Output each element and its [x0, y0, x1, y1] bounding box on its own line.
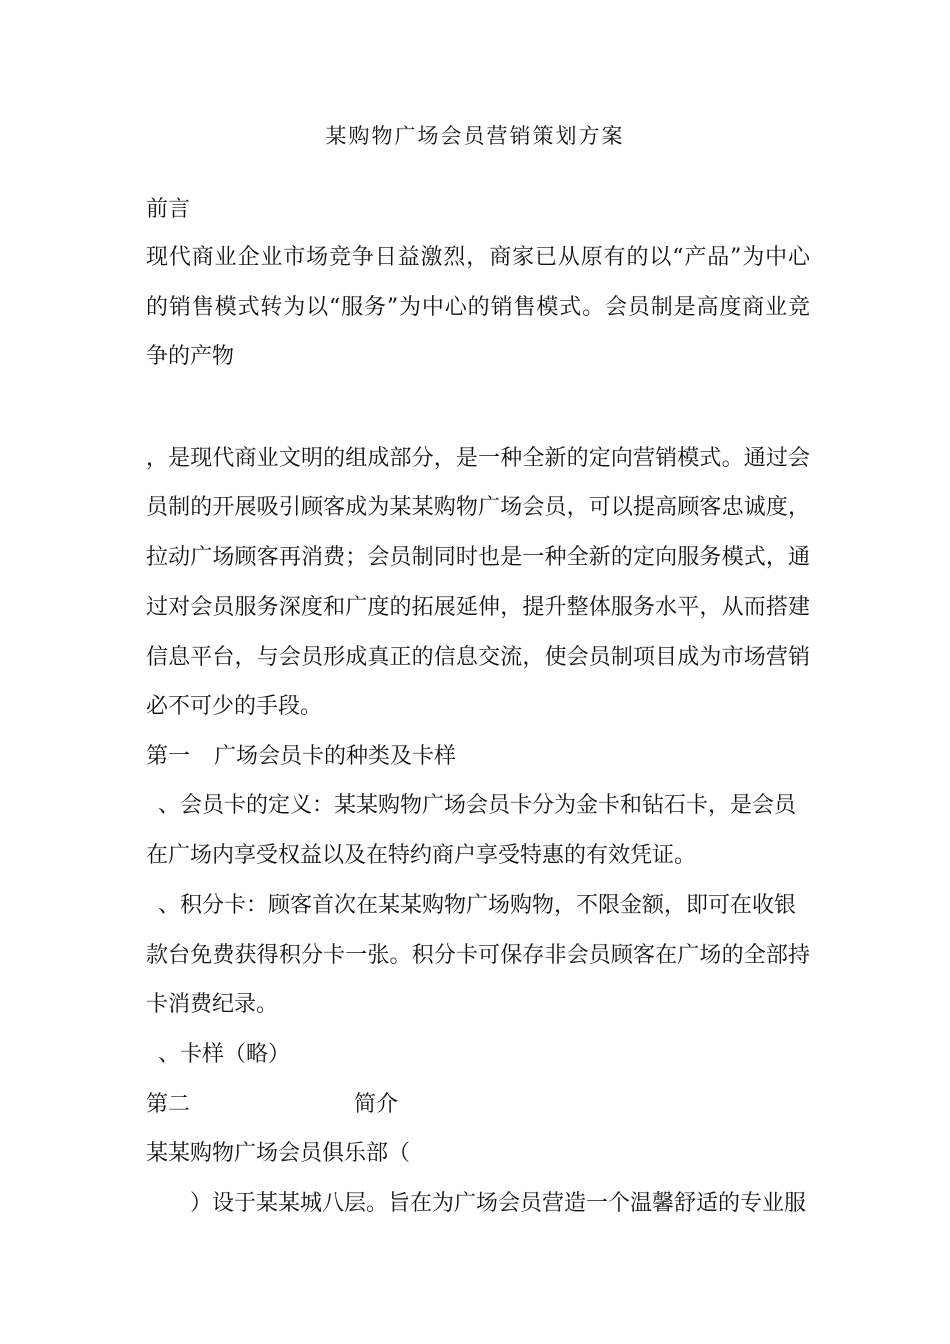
document-title: 某购物广场会员营销策划方案	[325, 124, 625, 148]
item2-line-3: 卡消费纪录。	[146, 992, 279, 1017]
item1-line-1: 、会员卡的定义：某某购物广场会员卡分为金卡和钻石卡，是会员	[158, 793, 797, 818]
para2-line-5: 信息平台，与会员形成真正的信息交流，使会员制项目成为市场营销	[146, 645, 810, 670]
para2-line-3: 拉动广场顾客再消费；会员制同时也是一种全新的定向服务模式，通	[146, 545, 810, 570]
club-line-2: ）设于某某城八层。旨在为广场会员营造一个温馨舒适的专业服	[190, 1191, 807, 1216]
section2-number: 第二	[146, 1092, 191, 1117]
section1-number: 第一	[146, 744, 191, 769]
para1-line-3: 争的产物	[146, 344, 235, 369]
para1-line-2: 的销售模式转为以“服务”为中心的销售模式。会员制是高度商业竞	[146, 295, 810, 320]
club-line-1: 某某购物广场会员俱乐部（	[146, 1141, 411, 1166]
preface-heading: 前言	[146, 197, 191, 222]
para1-line-1: 现代商业企业市场竞争日益激烈，商家已从原有的以“产品”为中心	[146, 245, 810, 270]
section1-title: 广场会员卡的种类及卡样	[214, 744, 457, 769]
section2-heading	[146, 1091, 810, 1119]
item2-line-2: 款台免费获得积分卡一张。积分卡可保存非会员顾客在广场的全部持	[146, 943, 810, 968]
item1-line-2: 在广场内享受权益以及在特约商户享受特惠的有效凭证。	[146, 843, 697, 868]
item2-line-1: 、积分卡：顾客首次在某某购物广场购物，不限金额，即可在收银	[158, 893, 797, 918]
para2-line-1: ，是现代商业文明的组成部分，是一种全新的定向营销模式。通过会	[146, 446, 810, 471]
item3-line: 、卡样（略）	[158, 1042, 291, 1067]
para2-line-4: 过对会员服务深度和广度的拓展延伸，提升整体服务水平，从而搭建	[146, 595, 810, 620]
para2-line-2: 员制的开展吸引顾客成为某某购物广场会员，可以提高顾客忠诚度，	[146, 495, 810, 520]
section2-title: 简介	[354, 1092, 399, 1117]
para2-line-6: 必不可少的手段。	[146, 694, 323, 719]
section1-heading	[146, 743, 810, 771]
